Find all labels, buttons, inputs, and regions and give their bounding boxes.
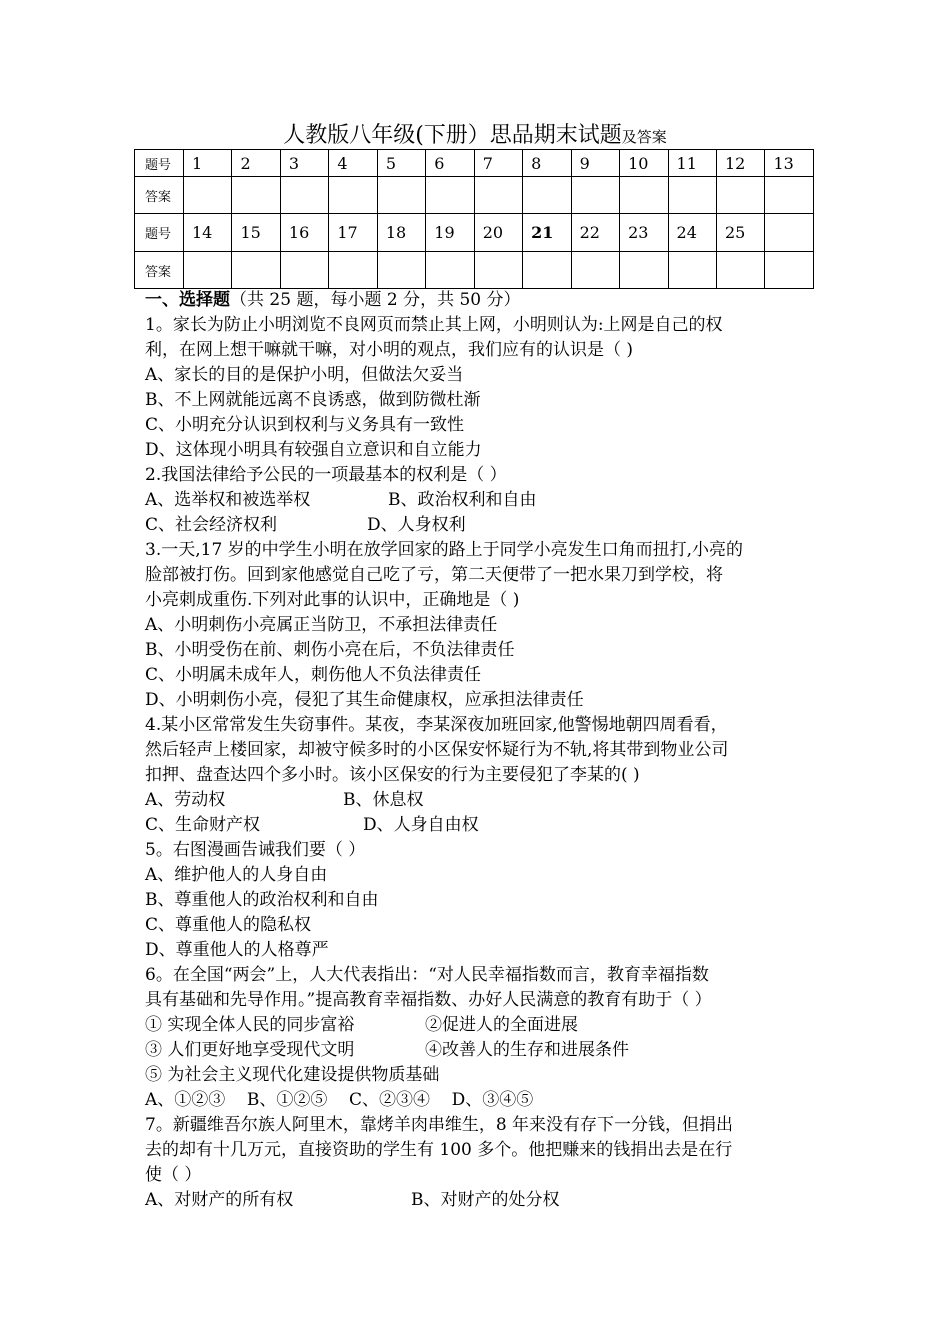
- question-stem: 3.一天,17 岁的中学生小明在放学回家的路上于同学小亮发生口角而扭打,小亮的: [145, 540, 744, 560]
- table-cell: 13: [765, 150, 814, 177]
- option-row: [145, 488, 815, 513]
- item-row: [145, 1038, 815, 1063]
- table-cell: 19: [426, 214, 474, 252]
- table-cell: 8: [523, 150, 571, 177]
- answer-cell: [523, 252, 571, 289]
- table-row: [135, 252, 814, 289]
- table-cell: 2: [232, 150, 280, 177]
- answer-table: [134, 149, 814, 289]
- option-row: A、①②③ B、①②⑤ C、②③④ D、③④⑤: [145, 1090, 534, 1110]
- table-cell: 25: [716, 214, 764, 252]
- question-stem: 7。新疆维吾尔族人阿里木，靠烤羊肉串维生，8 年来没有存下一分钱，但捐出: [145, 1115, 734, 1135]
- answer-cell: [474, 177, 522, 214]
- table-cell: 5: [377, 150, 425, 177]
- table-label: 答案: [135, 177, 184, 214]
- table-cell: 22: [571, 214, 619, 252]
- answer-cell: [329, 252, 377, 289]
- question-stem: 脸部被打伤。回到家他感觉自己吃了亏，第二天便带了一把水果刀到学校，将: [145, 565, 723, 585]
- option-d: D、尊重他人的人格尊严: [145, 940, 329, 960]
- answer-cell: [668, 177, 716, 214]
- table-cell: [765, 214, 814, 252]
- answer-cell: [571, 177, 619, 214]
- item-5: ⑤ 为社会主义现代化建设提供物质基础: [145, 1065, 440, 1085]
- answer-cell: [716, 177, 764, 214]
- question-stem: 扣押、盘查达四个多小时。该小区保安的行为主要侵犯了李某的( ): [145, 765, 640, 785]
- table-cell: 12: [716, 150, 764, 177]
- table-row: [135, 177, 814, 214]
- title-main: 人教版八年级(下册）思品期末试题: [283, 123, 622, 148]
- question-stem: 去的却有十几万元，直接资助的学生有 100 多个。他把赚来的钱捐出去是在行: [145, 1140, 733, 1160]
- exam-body: [145, 288, 815, 1213]
- option-c: C、小明充分认识到权利与义务具有一致性: [145, 415, 465, 435]
- answer-cell: [620, 177, 668, 214]
- table-cell: 21: [523, 214, 571, 252]
- option-a: A、家长的目的是保护小明，但做法欠妥当: [145, 365, 464, 385]
- page-title: [0, 122, 950, 151]
- section-title: 一、选择题: [145, 290, 230, 310]
- item-2: ②促进人的全面进展: [425, 1015, 578, 1035]
- question-stem: 6。在全国“两会”上，人大代表指出：“对人民幸福指数而言，教育幸福指数: [145, 965, 709, 985]
- item-row: [145, 1013, 815, 1038]
- table-cell: 18: [377, 214, 425, 252]
- question-stem: 然后轻声上楼回家，却被守候多时的小区保安怀疑行为不轨,将其带到物业公司: [145, 740, 729, 760]
- option-row: [145, 513, 815, 538]
- answer-cell: [668, 252, 716, 289]
- option-c: C、生命财产权: [145, 815, 261, 835]
- table-cell: 7: [474, 150, 522, 177]
- table-cell: 3: [280, 150, 328, 177]
- item-1: ① 实现全体人民的同步富裕: [145, 1015, 355, 1035]
- option-b: B、不上网就能远离不良诱惑，做到防微杜渐: [145, 390, 481, 410]
- option-b: B、小明受伤在前、刺伤小亮在后，不负法律责任: [145, 640, 515, 660]
- option-b: B、尊重他人的政治权利和自由: [145, 890, 379, 910]
- answer-cell: [232, 177, 280, 214]
- option-c: C、社会经济权利: [145, 515, 278, 535]
- option-d: D、人身权利: [367, 515, 466, 535]
- answer-cell: [620, 252, 668, 289]
- answer-cell: [426, 252, 474, 289]
- answer-cell: [571, 252, 619, 289]
- question-stem: 使（ ）: [145, 1165, 202, 1185]
- answer-cell: [426, 177, 474, 214]
- question-stem: 1。家长为防止小明浏览不良网页而禁止其上网，小明则认为:上网是自己的权: [145, 315, 723, 335]
- section-heading: [145, 288, 815, 313]
- question-stem: 利，在网上想干嘛就干嘛，对小明的观点，我们应有的认识是（ ): [145, 340, 634, 360]
- answer-cell: [377, 252, 425, 289]
- option-d: D、小明刺伤小亮，侵犯了其生命健康权，应承担法律责任: [145, 690, 584, 710]
- table-cell: 17: [329, 214, 377, 252]
- table-cell: 4: [329, 150, 377, 177]
- answer-cell: [329, 177, 377, 214]
- table-label: 题号: [135, 214, 184, 252]
- table-cell: 24: [668, 214, 716, 252]
- title-suffix: 及答案: [621, 128, 667, 146]
- option-b: B、对财产的处分权: [411, 1190, 560, 1210]
- answer-cell: [232, 252, 280, 289]
- question-stem: 4.某小区常常发生失窃事件。某夜，李某深夜加班回家,他警惕地朝四周看看，: [145, 715, 728, 735]
- table-label: 题号: [135, 150, 184, 177]
- question-stem: 具有基础和先导作用。”提高教育幸福指数、办好人民满意的教育有助于（ ）: [145, 990, 712, 1010]
- table-cell: 15: [232, 214, 280, 252]
- table-cell: 6: [426, 150, 474, 177]
- option-b: B、政治权利和自由: [388, 490, 537, 510]
- option-row: [145, 1188, 815, 1213]
- item-3: ③ 人们更好地享受现代文明: [145, 1040, 355, 1060]
- option-d: D、这体现小明具有较强自立意识和自立能力: [145, 440, 482, 460]
- question-stem: 2.我国法律给予公民的一项最基本的权利是（ ）: [145, 465, 507, 485]
- option-d: D、人身自由权: [363, 815, 479, 835]
- option-c: C、尊重他人的隐私权: [145, 915, 312, 935]
- option-a: A、对财产的所有权: [145, 1190, 294, 1210]
- table-cell: 1: [184, 150, 232, 177]
- table-label: 答案: [135, 252, 184, 289]
- option-b: B、休息权: [343, 790, 424, 810]
- table-row: [135, 150, 814, 177]
- option-a: A、选举权和被选举权: [145, 490, 311, 510]
- table-cell: 16: [280, 214, 328, 252]
- table-cell: 14: [184, 214, 232, 252]
- option-a: A、小明刺伤小亮属正当防卫，不承担法律责任: [145, 615, 498, 635]
- answer-cell: [280, 252, 328, 289]
- answer-cell: [184, 177, 232, 214]
- answer-cell: [765, 252, 814, 289]
- answer-cell: [184, 252, 232, 289]
- table-row: [135, 214, 814, 252]
- answer-cell: [716, 252, 764, 289]
- answer-cell: [474, 252, 522, 289]
- question-stem: 5。右图漫画告诫我们要（ ）: [145, 840, 366, 860]
- item-4: ④改善人的生存和进展条件: [425, 1040, 629, 1060]
- option-a: A、维护他人的人身自由: [145, 865, 328, 885]
- answer-cell: [377, 177, 425, 214]
- table-cell: 20: [474, 214, 522, 252]
- answer-cell: [280, 177, 328, 214]
- option-row: [145, 788, 815, 813]
- table-cell: 23: [620, 214, 668, 252]
- section-note: （共 25 题，每小题 2 分，共 50 分）: [230, 290, 521, 310]
- answer-cell: [765, 177, 814, 214]
- table-cell: 10: [620, 150, 668, 177]
- answer-cell: [523, 177, 571, 214]
- question-stem: 小亮刺成重伤.下列对此事的认识中，正确地是（ ): [145, 590, 520, 610]
- table-cell: 11: [668, 150, 716, 177]
- option-a: A、劳动权: [145, 790, 226, 810]
- option-c: C、小明属未成年人，刺伤他人不负法律责任: [145, 665, 482, 685]
- option-row: [145, 813, 815, 838]
- table-cell: 9: [571, 150, 619, 177]
